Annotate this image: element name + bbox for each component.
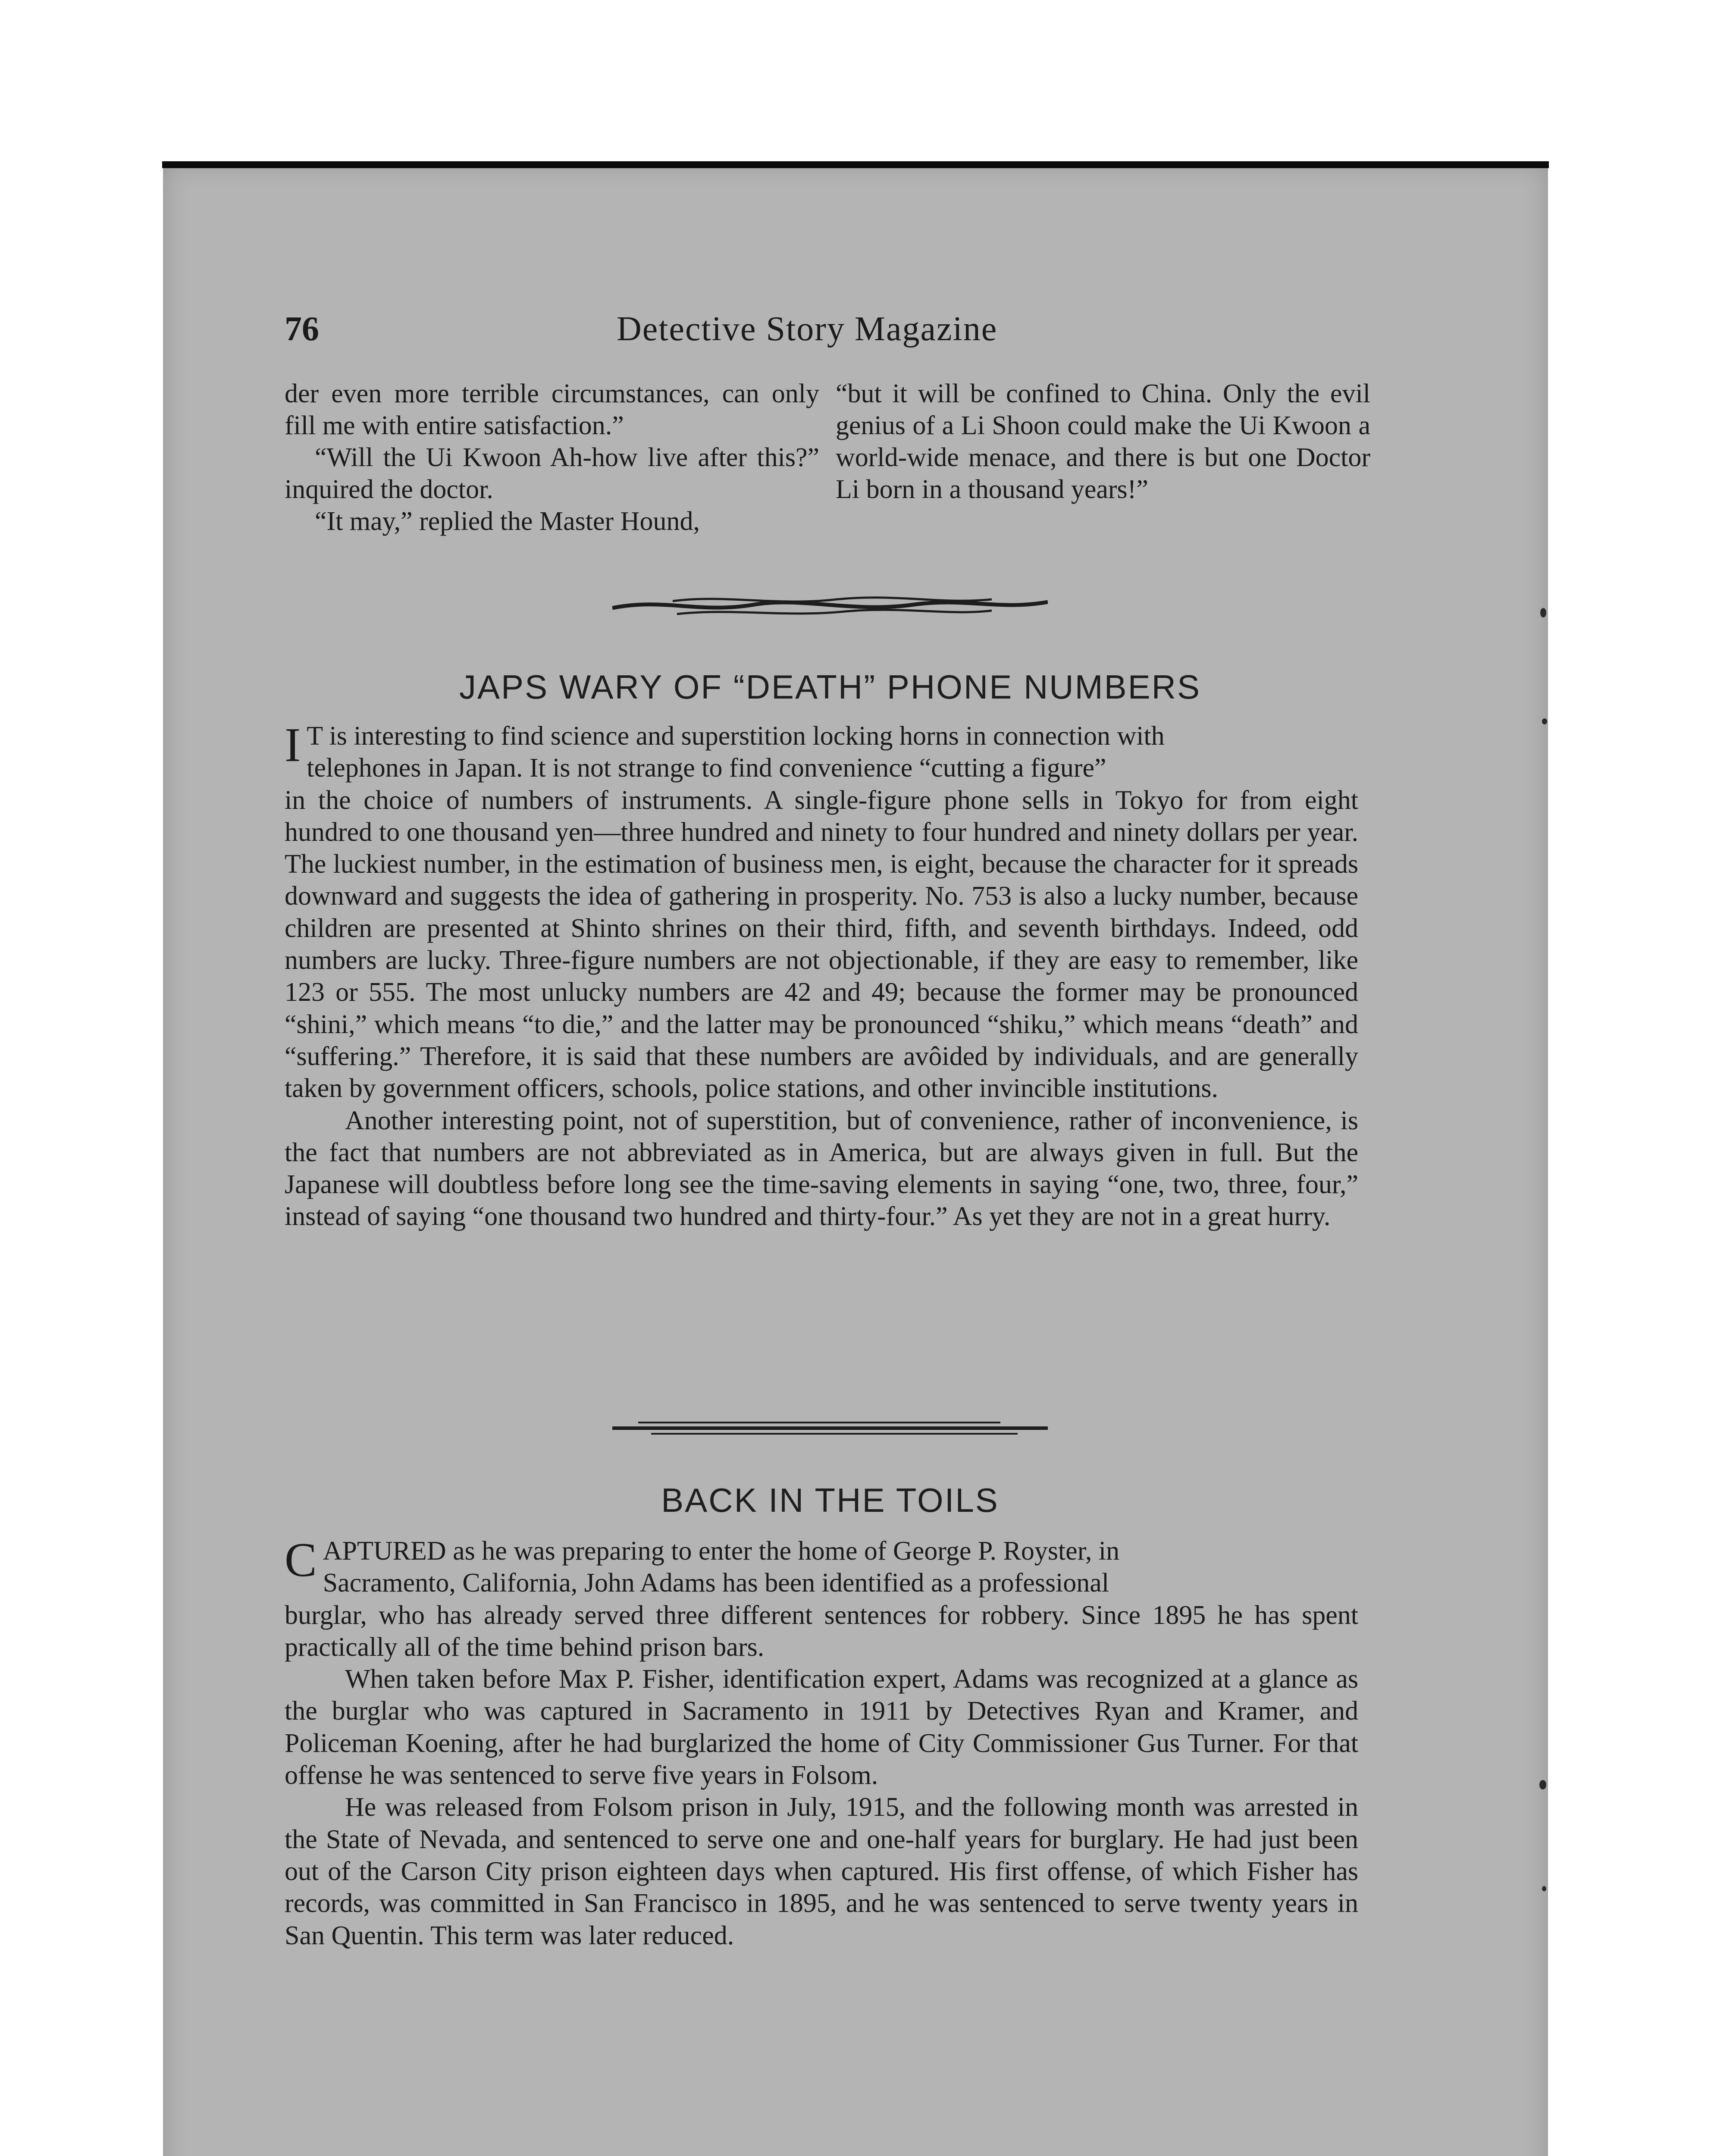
paper-speck: [1542, 718, 1547, 724]
page-top-edge: [162, 161, 1549, 168]
article-text-line: Sacramento, California, John Adams has been identified as a professional: [323, 1568, 1109, 1598]
story-end-left-column: [285, 378, 819, 537]
story-end-right-column: [836, 378, 1370, 505]
story-end-paragraph: “It may,” replied the Master Hound,: [315, 507, 700, 536]
article-text-line: APTURED as he was preparing to enter the home of George P. Royster, in: [323, 1536, 1120, 1566]
article-paragraph: in the choice of numbers of instruments. A single-figure phone sells in Tokyo for from eight hundred to one thousand yen—three hundred and ninety to four hundred and ninety dollars per year. The luckiest number, in the estimation of business men, is eight, because the character for it spreads downward and suggests the idea of gathering in prosperity. No. 753 is also a lucky number, because children are presented at Shinto shrines on their third, fifth, and seventh birthdays. Indeed, odd numbers are lucky. Three-figure numbers are not objectionable, if they are easy to remember, like 123 or 555. The most unlucky numbers are 42 and 49; because the former may be pronounced “shini,” which means “to die,” and the latter may be pronounced “shiku,” which means “death” and “suffering.” Therefore, it is said that these numbers are avôided by individuals, and are generally taken by government officers, schools, police stations, and other invincible institutions.: [285, 785, 1358, 1103]
paper-speck: [1542, 1886, 1546, 1891]
article-paragraph: Another interesting point, not of superstition, but of convenience, rather of inconvenience, is the fact that numbers are not abbreviated as in America, but are always given in full. But the Japanese will doubtless before long see the time-saving elements in saying “one, two, three, four,” instead of saying “one thousand two hundred and thirty-four.” As yet they are not in a great hurry.: [285, 1106, 1358, 1232]
story-end-paragraph: “Will the Ui Kwoon Ah-how live after this?” inquired the doctor.: [285, 443, 819, 504]
running-title: Detective Story Magazine: [617, 310, 998, 348]
paper-speck: [1540, 608, 1546, 617]
article-text-line: telephones in Japan. It is not strange to find convenience “cutting a figure”: [307, 753, 1106, 783]
article-headline: BACK IN THE TOILS: [661, 1481, 999, 1519]
story-end-paragraph: der even more terrible circumstances, can only fill me with entire satisfaction.”: [285, 379, 819, 440]
article-paragraph: He was released from Folsom prison in July, 1915, and the following month was arrested in the State of Nevada, and sentenced to serve one and one-half years for burglary. He had just been out of the Carson City prison eighteen days when captured. His first offense, of which Fisher has records, was committed in San Francisco in 1895, and he was sentenced to serve twenty years in San Quentin. This term was later reduced.: [285, 1792, 1358, 1950]
line-ornament-divider: [612, 1417, 1048, 1438]
story-end-paragraph: “but it will be confined to China. Only the evil genius of a Li Shoon could make the Ui Kwoon a world-wide menace, and there is but one Doctor Li born in a thousand years!”: [836, 379, 1370, 504]
drop-cap: I: [285, 718, 301, 772]
article-body-back-in-the-toils: [285, 1535, 1358, 1952]
article-text-line: T is interesting to find science and superstition locking horns in connection with: [307, 721, 1165, 751]
drop-cap: C: [285, 1533, 317, 1587]
page-number: 76: [285, 310, 319, 348]
article-headline: JAPS WARY OF “DEATH” PHONE NUMBERS: [459, 668, 1201, 706]
article-paragraph: When taken before Max P. Fisher, identification expert, Adams was recognized at a glance as the burglar who was captured in Sacramento in 1911 by Detectives Ryan and Kramer, and Policeman Koening, after he had burglarized the home of City Commissioner Gus Turner. For that offense he was sentenced to serve five years in Folsom.: [285, 1664, 1358, 1790]
article-body-death-phone-numbers: [285, 720, 1358, 1233]
paper-speck: [1539, 1780, 1546, 1789]
wave-ornament-divider: [612, 589, 1048, 624]
article-paragraph: burglar, who has already served three different sentences for robbery. Since 1895 he has spent practically all of the time behind prison bars.: [285, 1600, 1358, 1662]
